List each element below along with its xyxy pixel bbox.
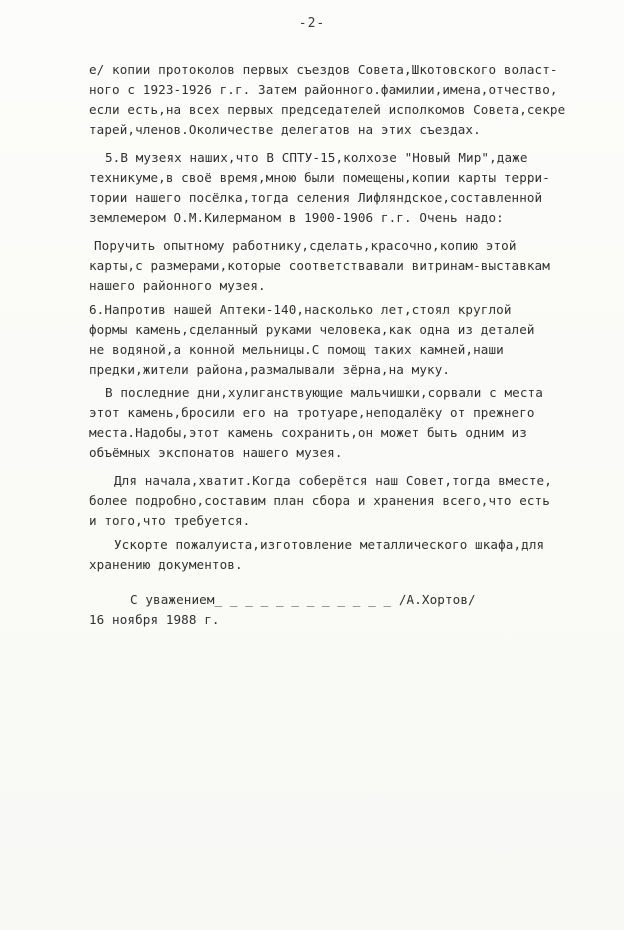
text-line: ного с 1923-1926 г.г. Затем районного.фамилии,имена,отчество, — [89, 82, 558, 97]
date-line: 16 ноября 1988 г. — [89, 612, 220, 627]
text-line: тарей,членов.Околичестве делегатов на этих съездах. — [89, 122, 481, 137]
text-line: объёмных экспонатов нашего музея. — [89, 445, 343, 460]
text-line: Для начала,хватит.Когда соберётся наш Совет,тогда вместе, — [114, 473, 552, 488]
text-line: хранению документов. — [89, 557, 243, 572]
text-line: более подробно,составим план сбора и хранения всего,что есть — [89, 493, 550, 508]
text-line: е/ копии протоколов первых съездов Совета,Шкотовского волаcт- — [89, 62, 558, 77]
text-line: В последние дни,хулиганствующие мальчишки,сорвали с места — [105, 385, 543, 400]
signature-line: С уважением_ _ _ _ _ _ _ _ _ _ _ _ /А.Хортов/ — [130, 592, 476, 607]
text-line: Ускорте пожалуиста,изготовление металлического шкафа,для — [114, 537, 545, 552]
text-line: предки,жители района,размалывали зёрна,на муку. — [89, 362, 451, 377]
text-line: этот камень,бросили его на тротуаре,неподалёку от прежнего — [89, 405, 535, 420]
text-line: формы камень,сделанный руками человека,как одна из деталей — [89, 322, 535, 337]
text-line: Поручить опытному работнику,сделать,красочно,копию этой — [94, 238, 517, 253]
text-line: если есть,на всех первых председателей исполкомов Совета,секре — [89, 102, 566, 117]
text-line: места.Надобы,этот камень сохранить,он может быть одним из — [89, 425, 527, 440]
text-line: 5.В музеях наших,что В СПТУ-15,колхозе "Новый Мир",даже — [105, 150, 528, 165]
text-line: карты,с размерами,которые соответствавали витринам-выставкам — [89, 258, 550, 273]
text-line: и того,что требуется. — [89, 513, 251, 528]
text-line: землемером О.М.Килерманом в 1900-1906 г.г. Очень надо: — [89, 210, 504, 225]
text-line: нашего районного музея. — [89, 278, 266, 293]
text-line: тории нашего посёлка,тогда селения Лифляндское,составленной — [89, 190, 543, 205]
text-line: техникуме,в своё время,мною были помещены,копии карты терри- — [89, 170, 550, 185]
text-line: не водяной,а конной мельницы.С помощ таких камней,наши — [89, 342, 504, 357]
page-number: -2- — [298, 16, 326, 31]
text-line: 6.Напротив нашей Аптеки-140,насколько лет,стоял круглой — [89, 302, 512, 317]
